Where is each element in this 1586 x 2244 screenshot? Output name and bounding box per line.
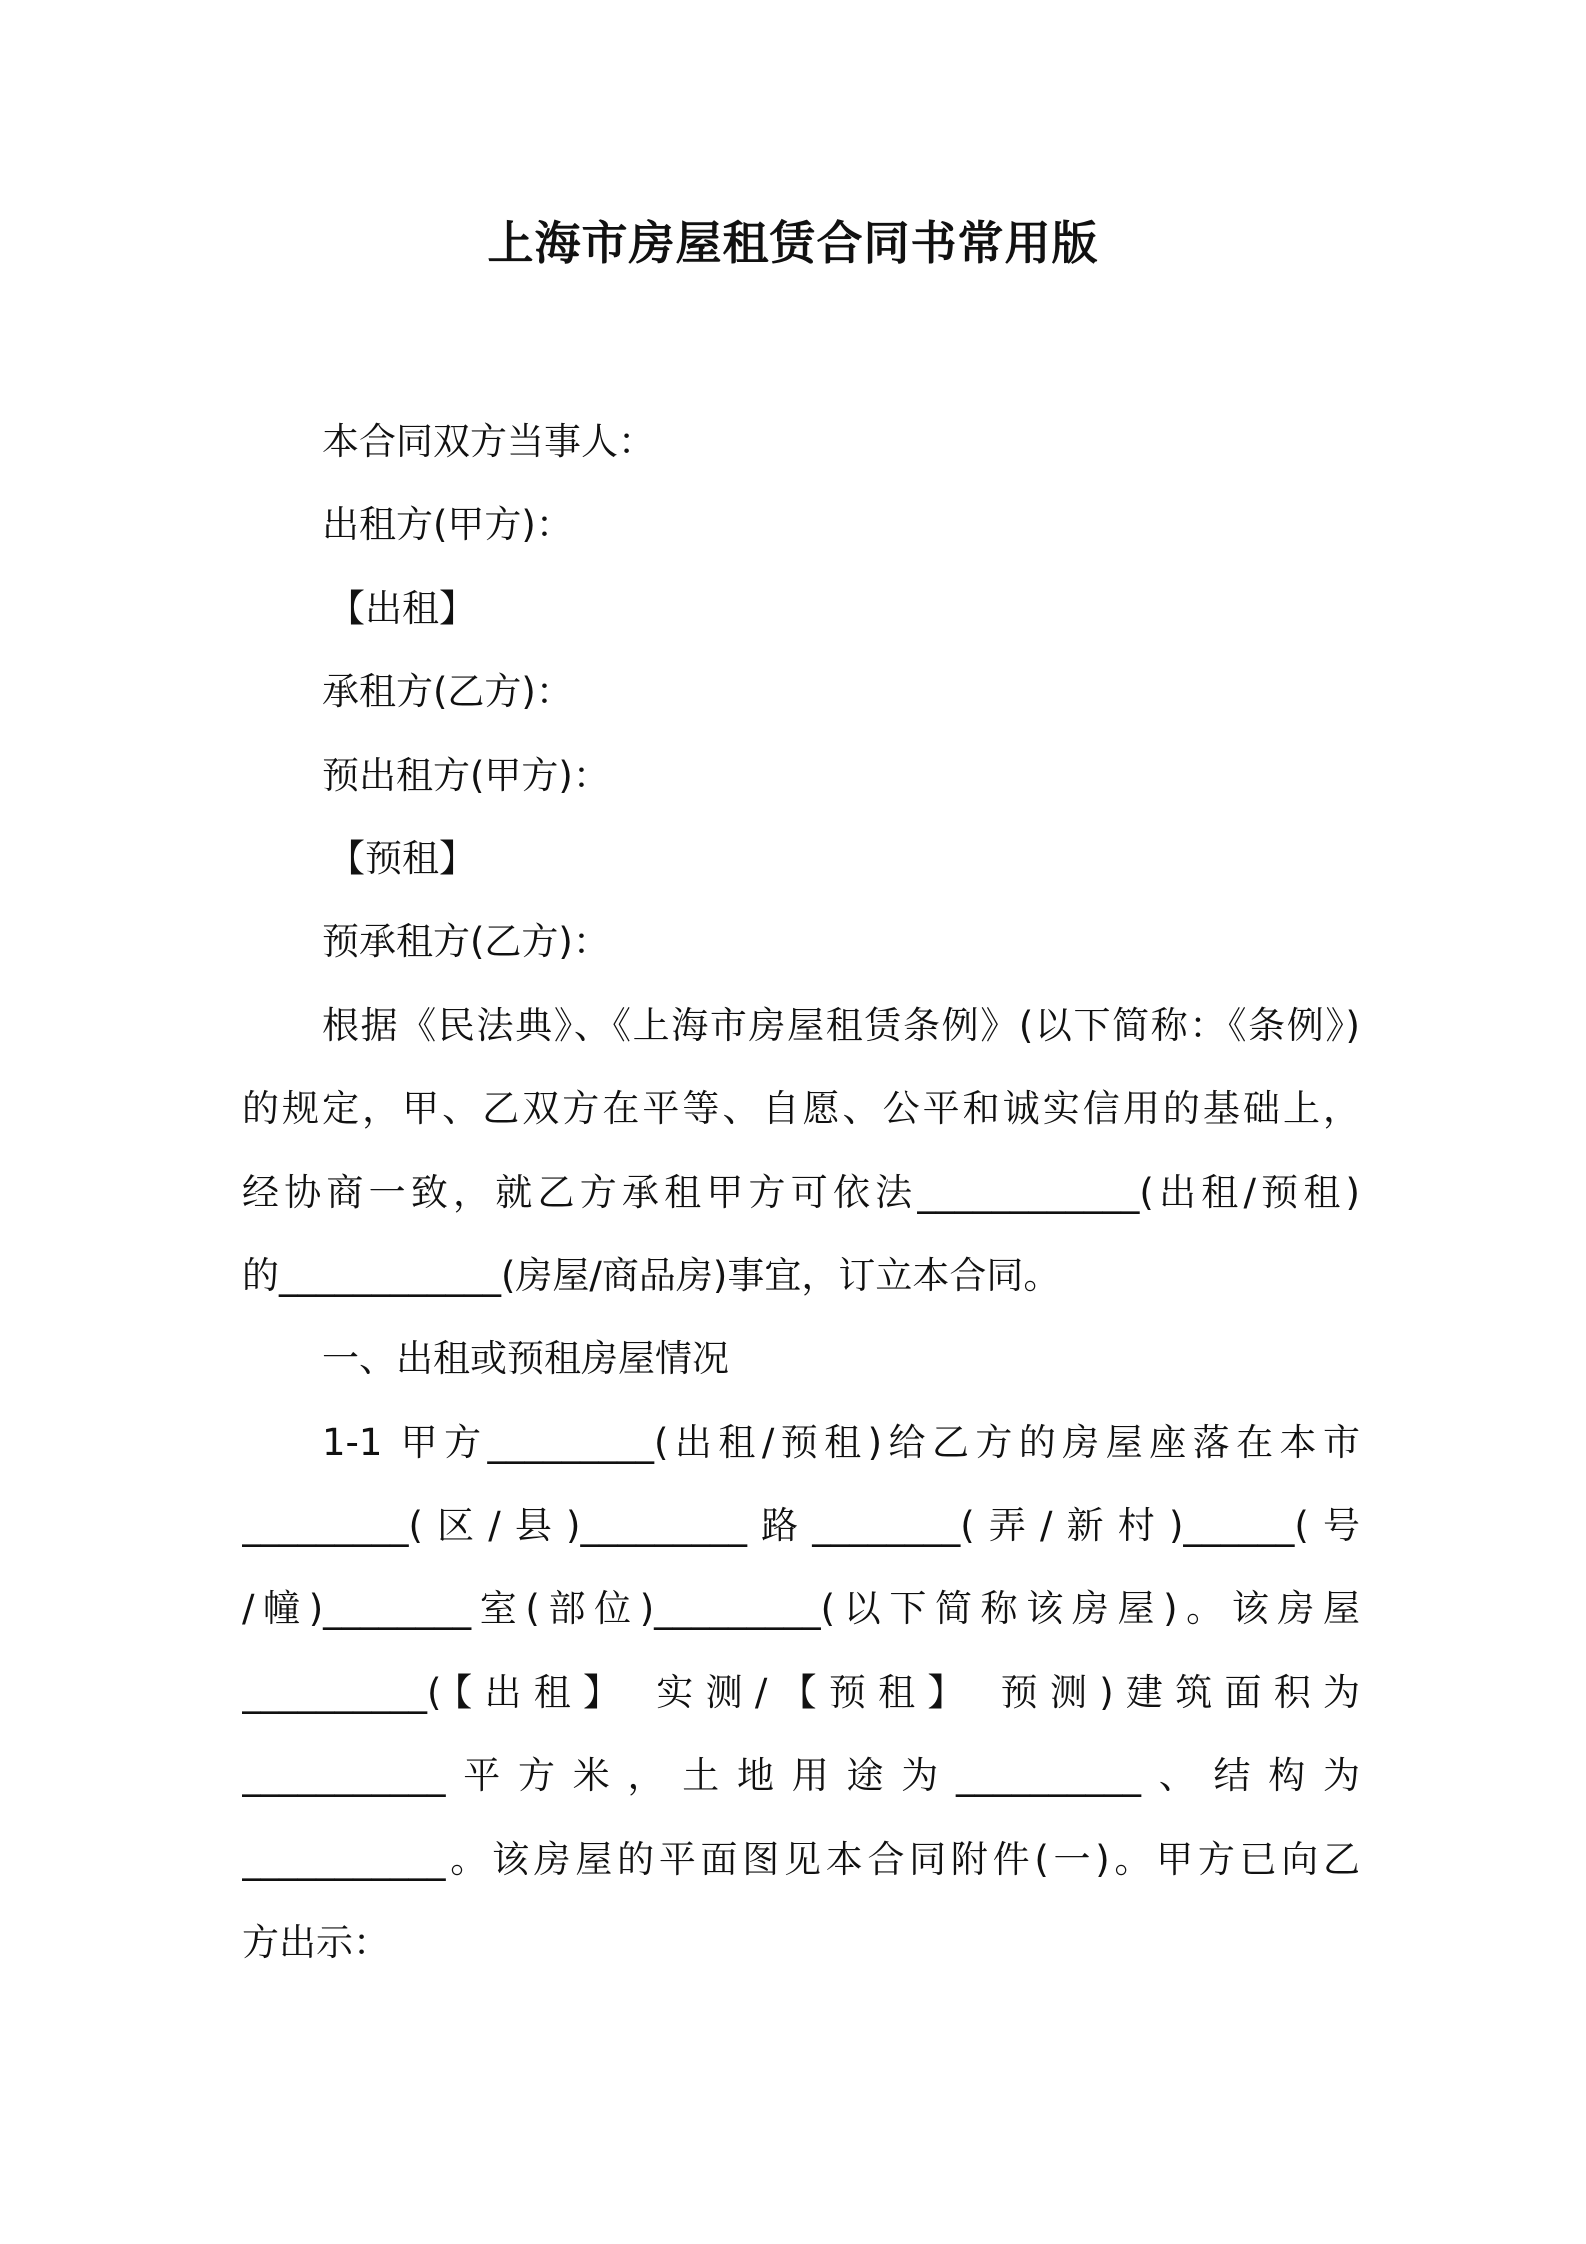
clause-1-1-line-5: ___________平方米，土地用途为__________、结构为 [242,1754,1360,1798]
clause-1-1-line-2: _________(区/县)_________路________(弄/新村)______(号 [242,1504,1360,1548]
pre-lessor-label: 预出租方(甲方)： [322,753,610,797]
lessor-label: 出租方(甲方)： [322,503,573,547]
preamble-line-4: 的____________(房屋/商品房)事宜，订立本合同。 [242,1253,1061,1297]
preamble-line-2: 的规定，甲、乙双方在平等、自愿、公平和诚实信用的基础上， [242,1087,1360,1131]
document-title: 上海市房屋租赁合同书常用版 [487,216,1099,270]
clause-1-1-line-4: __________(【出租】 实测/【预租】 预测)建筑面积为 [242,1670,1360,1714]
preamble-line-3: 经协商一致，就乙方承租甲方可依法____________(出租/预租) [242,1170,1360,1214]
parties-heading: 本合同双方当事人： [322,420,655,463]
clause-1-1-line-7: 方出示： [242,1921,390,1965]
lessee-label: 承租方(乙方)： [322,670,573,714]
document-body [242,400,1360,1984]
pre-lessee-label: 预承租方(乙方)： [322,920,610,964]
clause-1-1-line-1: 1-1 甲方_________(出租/预租)给乙方的房屋座落在本市 [322,1420,1360,1464]
section-1-heading: 一、出租或预租房屋情况 [322,1337,729,1381]
preamble-line-1: 根据《民法典》、《上海市房屋租赁条例》(以下简称：《条例》) [322,1003,1360,1047]
clause-1-1-line-6: ___________。该房屋的平面图见本合同附件(一)。甲方已向乙 [242,1837,1360,1881]
clause-1-1-line-3: /幢)________室(部位)_________(以下简称该房屋)。该房屋 [242,1587,1360,1631]
pre-lease-tag: 【预租】 [328,836,476,880]
lease-tag: 【出租】 [328,586,476,630]
